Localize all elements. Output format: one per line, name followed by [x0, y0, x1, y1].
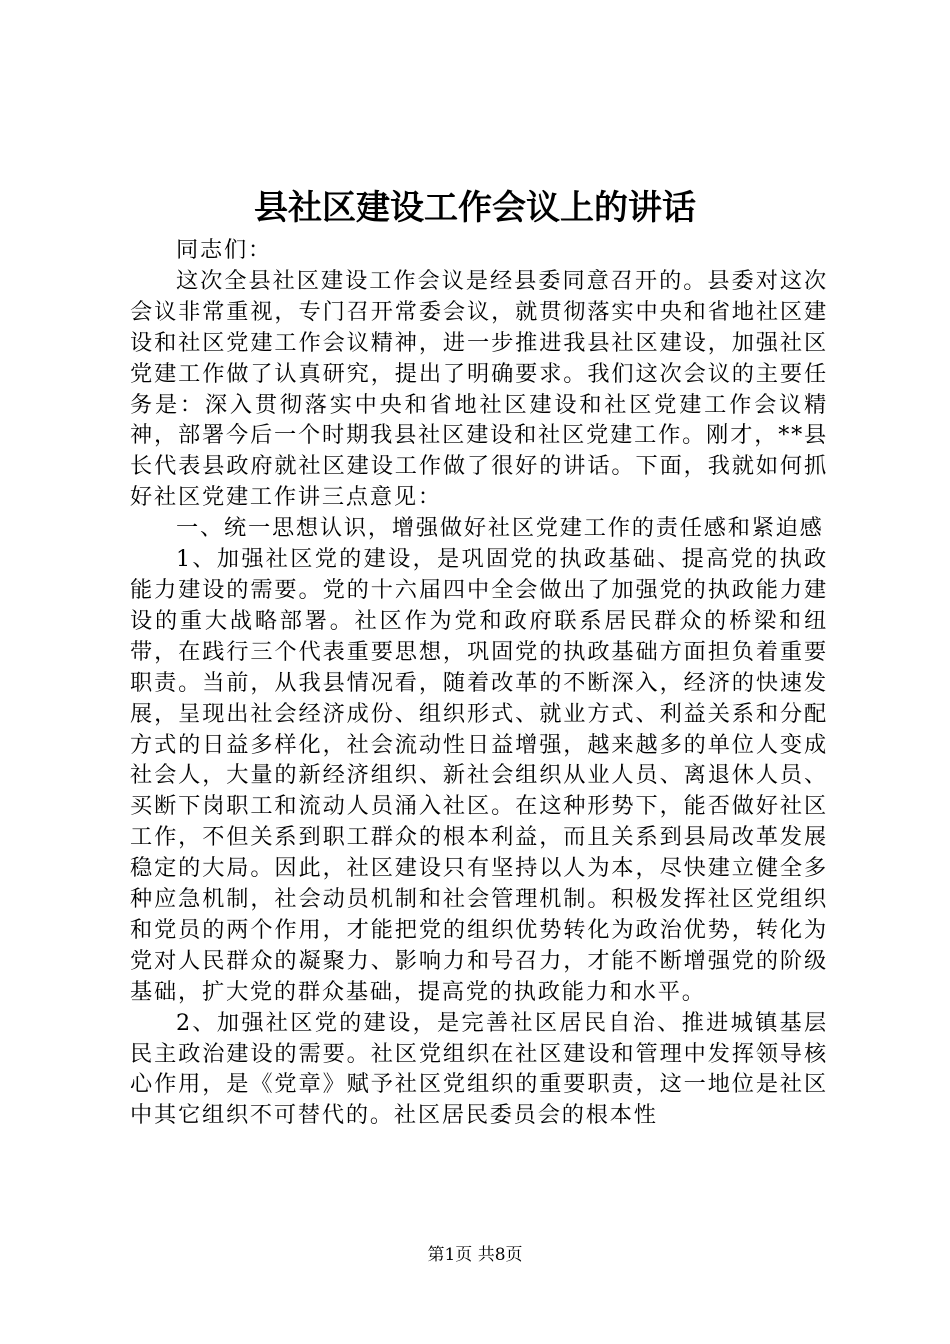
document-title: 县社区建设工作会议上的讲话: [254, 188, 696, 228]
body-paragraph: 这次全县社区建设工作会议是经县委同意召开的。县委对这次会议非常重视，专门召开常委会议，就贯彻落实中央和省地社区建设和社区党建工作会议精神，进一步推进我县社区建设，加强社区党建工作做了认真研究，提出了明确要求。我们这次会议的主要任务是：深入贯彻落实中央和省地社区建设和社区党建工作会议精神，部署今后一个时期我县社区建设和社区党建工作。刚才，**县长代表县政府就社区建设工作做了很好的讲话。下面，我就如何抓好社区党建工作讲三点意见：: [130, 267, 828, 511]
document-body: [130, 235, 828, 1131]
body-paragraph: 1、加强社区党的建设，是巩固党的执政基础、提高党的执政能力建设的需要。党的十六届四中全会做出了加强党的执政能力建设的重大战略部署。社区作为党和政府联系居民群众的桥梁和纽带，在践行三个代表重要思想，巩固党的执政基础方面担负着重要职责。当前，从我县情况看，随着改革的不断深入，经济的快速发展，呈现出社会经济成份、组织形式、就业方式、利益关系和分配方式的日益多样化，社会流动性日益增强，越来越多的单位人变成社会人，大量的新经济组织、新社会组织从业人员、离退休人员、买断下岗职工和流动人员涌入社区。在这种形势下，能否做好社区工作，不但关系到职工群众的根本利益，而且关系到县局改革发展稳定的大局。因此，社区建设只有坚持以人为本，尽快建立健全多种应急机制，社会动员机制和社会管理机制。积极发挥社区党组织和党员的两个作用，才能把党的组织优势转化为政治优势，转化为党对人民群众的凝聚力、影响力和号召力，才能不断增强党的阶级基础，扩大党的群众基础，提高党的执政能力和水平。: [130, 546, 828, 1005]
page-number-footer: 第1页 共8页: [427, 1245, 523, 1265]
body-paragraph: 2、加强社区党的建设，是完善社区居民自治、推进城镇基层民主政治建设的需要。社区党组织在社区建设和管理中发挥领导核心作用，是《党章》赋予社区党组织的重要职责，这一地位是社区中其它组织不可替代的。社区居民委员会的根本性: [130, 1009, 828, 1129]
section-heading-paragraph: 一、统一思想认识，增强做好社区党建工作的责任感和紧迫感: [176, 515, 824, 542]
salutation-paragraph: 同志们：: [176, 237, 272, 263]
